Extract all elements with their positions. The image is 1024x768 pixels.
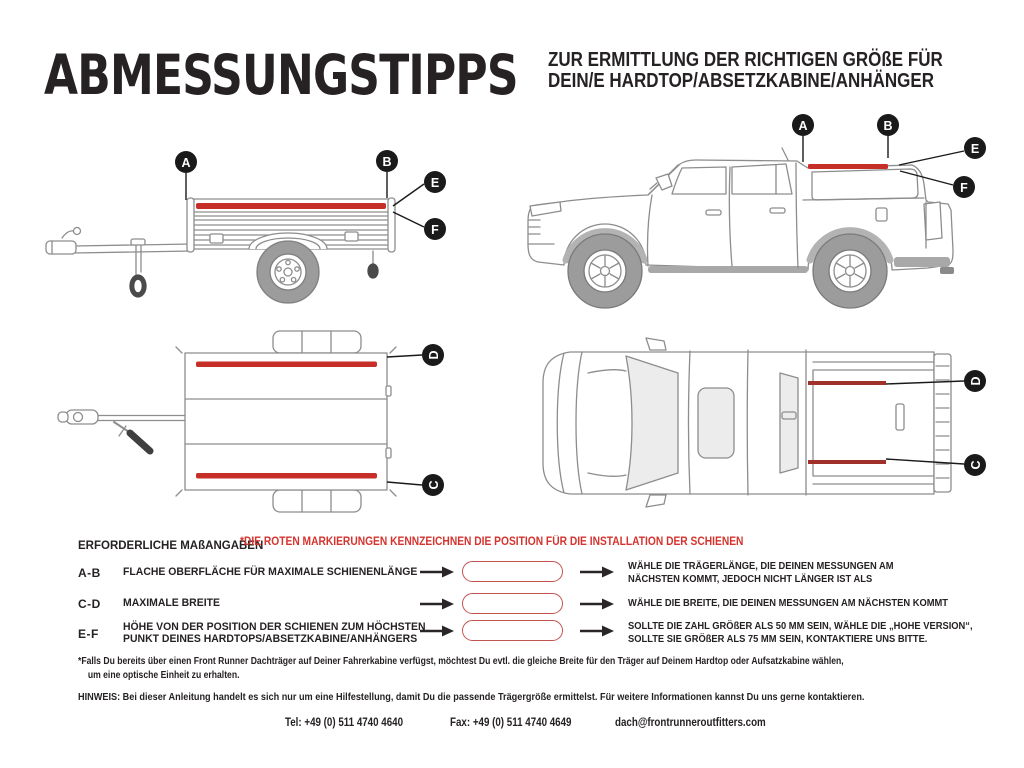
trailer-top-view	[30, 330, 470, 515]
row-result-line: SOLLTE SIE GRÖßER ALS 75 MM SEIN, KONTAKTIERE UNS BITTE.	[628, 632, 928, 645]
marker-b-badge	[877, 114, 899, 136]
marker-b-label: B	[883, 118, 893, 133]
marker-d-label: D	[968, 376, 983, 386]
row-result-line: NÄCHSTEN KOMMT, JEDOCH NICHT LÄNGER IST ALS	[628, 572, 873, 585]
marker-c-label: C	[968, 460, 983, 470]
trailer-top-drawing	[58, 331, 396, 512]
row-result-line: SOLLTE DIE ZAHL GRÖßER ALS 50 MM SEIN, WÄHLE DIE „HOHE VERSION“,	[628, 620, 973, 632]
marker-b-badge	[376, 150, 398, 172]
measurement-row-ef	[78, 621, 998, 655]
measurements-heading: ERFORDERLICHE MAßANGABEN	[78, 540, 264, 552]
marker-f-label: F	[960, 180, 968, 195]
trailer-hitch	[46, 241, 76, 254]
page-subtitle	[548, 50, 1012, 92]
marker-f-badge	[953, 176, 975, 198]
truck-top-view	[530, 328, 1000, 518]
subtitle-line-1: ZUR ERMITTLUNG DER RICHTIGEN GRÖßE FÜR	[548, 49, 943, 71]
measurements-heading-row	[78, 536, 744, 554]
row-label: MAXIMALE BREITE	[123, 597, 220, 609]
trailer-side-view	[40, 120, 480, 335]
contact-row	[0, 717, 1024, 737]
row-label: PUNKT DEINES HARDTOPS/ABSETZKABINE/ANHÄNGERS	[123, 633, 418, 645]
truck-side-drawing	[528, 148, 954, 308]
arrow-right-icon	[420, 598, 454, 610]
measurement-write-in-field	[462, 620, 563, 641]
trailer-side-drawing	[46, 198, 395, 303]
truck-top-drawing	[543, 338, 951, 507]
marker-a-label: A	[181, 155, 191, 170]
marker-e-badge	[424, 171, 446, 193]
marker-d-label: D	[426, 350, 441, 360]
row-result-line: WÄHLE DIE TRÄGERLÄNGE, DIE DEINEN MESSUNGEN AM	[628, 560, 894, 572]
rail-position-stripe	[808, 164, 888, 169]
marker-e-badge	[964, 137, 986, 159]
hinweis-text: HINWEIS: Bei dieser Anleitung handelt es sich nur um eine Hilfestellung, damit Du die passende Trägergröße ermittelst. Für weitere Informationen kannst Du uns gerne kontaktieren.	[78, 691, 865, 703]
footnote-line-1: *Falls Du bereits über einen Front Runner Dachträger auf Deiner Fahrerkabine verfügst, möchtest Du evtl. die gleiche Breite für den Träger auf Deinem Hardtop oder Aufsatzkabine wählen,	[78, 655, 844, 667]
row-label: HÖHE VON DER POSITION DER SCHIENEN ZUM HÖCHSTEN	[123, 621, 426, 633]
row-key: C-D	[78, 597, 101, 611]
arrow-right-icon	[580, 598, 614, 610]
rail-position-stripe	[196, 473, 377, 479]
hinweis-note	[78, 691, 982, 705]
page-title-text: ABMESSUNGSTIPPS	[44, 43, 518, 107]
truck-rear-wheel	[813, 234, 887, 308]
marker-c-badge	[422, 474, 444, 496]
arrow-right-icon	[420, 625, 454, 637]
arrow-right-icon	[580, 625, 614, 637]
rail-position-stripe	[196, 203, 386, 209]
trailer-wheel	[257, 241, 319, 303]
marker-a-badge	[792, 114, 814, 136]
marker-d-badge	[422, 344, 444, 366]
rail-position-stripe	[808, 460, 886, 464]
marker-f-label: F	[431, 222, 439, 237]
arrow-right-icon	[420, 566, 454, 578]
marker-a-label: A	[798, 118, 808, 133]
footnote-line-2: um eine optische Einheit zu erhalten.	[87, 668, 240, 681]
marker-c-label: C	[426, 480, 441, 490]
row-result-line: WÄHLE DIE BREITE, DIE DEINEN MESSUNGEN AM NÄCHSTEN KOMMT	[628, 597, 948, 609]
marker-b-label: B	[382, 154, 392, 169]
red-markings-note: *DIE ROTEN MARKIERUNGEN KENNZEICHNEN DIE POSITION FÜR DIE INSTALLATION DER SCHIENEN	[240, 536, 744, 548]
rail-position-stripe	[808, 381, 886, 385]
measurement-write-in-field	[462, 561, 563, 582]
truck-front-wheel	[568, 234, 642, 308]
arrow-right-icon	[580, 566, 614, 578]
marker-a-badge	[175, 151, 197, 173]
row-key: E-F	[78, 627, 99, 641]
sunroof	[698, 388, 734, 458]
row-key: A-B	[78, 566, 101, 580]
contact-tel: Tel: +49 (0) 511 4740 4640	[285, 717, 404, 729]
measurement-write-in-field	[462, 593, 563, 614]
marker-e-label: E	[970, 141, 980, 156]
truck-side-view	[520, 108, 1000, 323]
subtitle-line-2: DEIN/E HARDTOP/ABSETZKABINE/ANHÄNGER	[548, 70, 934, 92]
marker-c-badge	[964, 454, 986, 476]
marker-d-badge	[964, 370, 986, 392]
trailer-top-leader-lines	[387, 355, 422, 485]
contact-fax: Fax: +49 (0) 511 4740 4649	[450, 717, 572, 729]
footnote	[78, 655, 1012, 682]
marker-f-badge	[424, 218, 446, 240]
row-label: FLACHE OBERFLÄCHE FÜR MAXIMALE SCHIENENLÄNGE	[123, 566, 418, 578]
marker-e-label: E	[430, 175, 440, 190]
rail-position-stripe	[196, 362, 377, 368]
canopy-window	[812, 169, 918, 200]
contact-email: dach@frontrunneroutfitters.com	[615, 717, 766, 729]
